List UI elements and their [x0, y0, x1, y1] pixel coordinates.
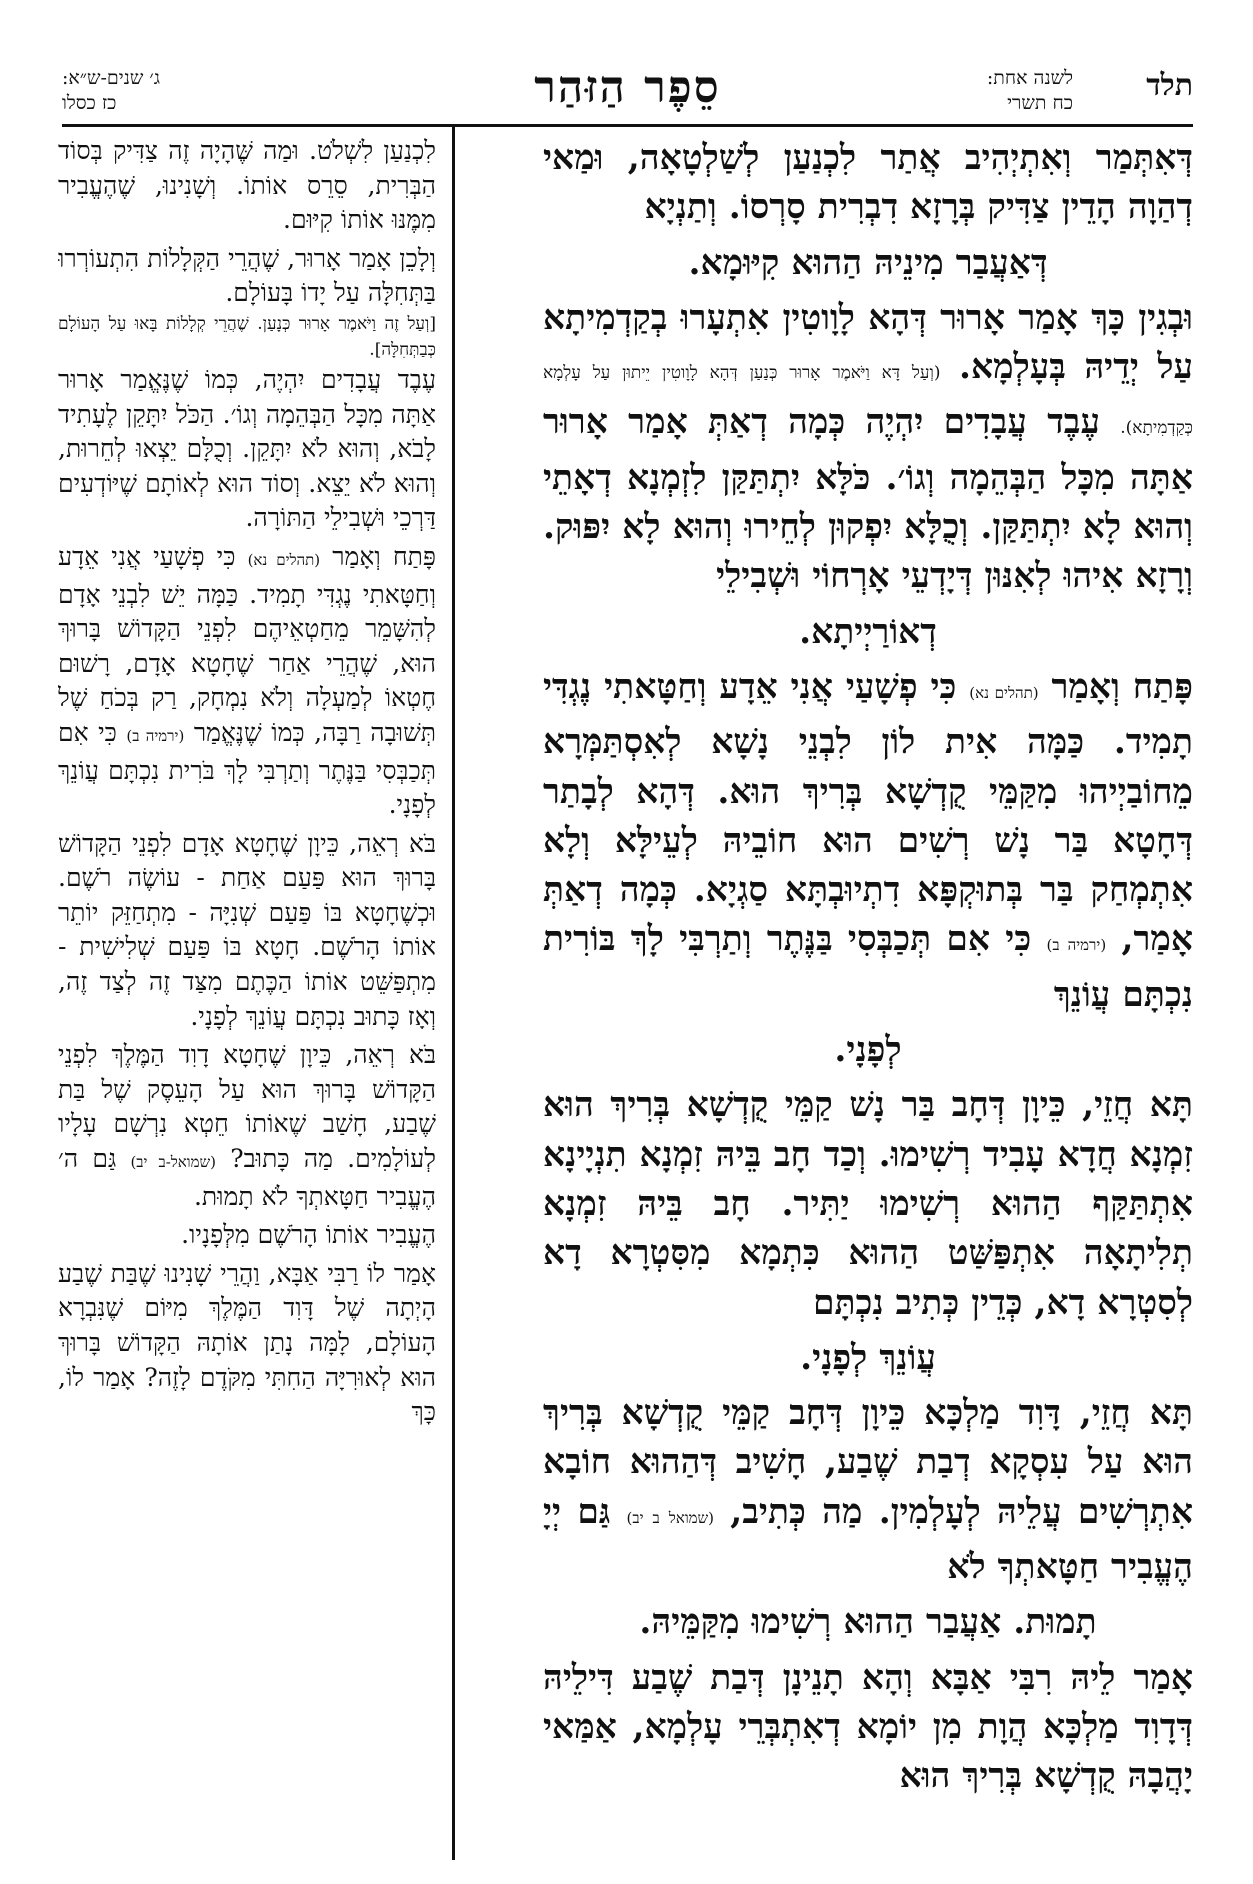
paragraph-text: בֹּא רְאֵה, כֵּיוָן שֶׁחָטָא דָוִד הַמֶּלֶךְ לִפְנֵי הַקָּדוֹשׁ בָּרוּךְ הוּא עַל הָעֵסֶק שֶׁל בַּת שֶׁבַע, חָשַׁב שֶׁאוֹתוֹ חֵטְא נִרְשָׁם עָלָיו לְעוֹלָמִים. מַה כָּתוּב?	[58, 1040, 436, 1174]
paragraph	[543, 1389, 1193, 1592]
main-text-column	[543, 134, 1193, 1864]
paragraph-text: לְפָנָי.	[834, 1030, 902, 1071]
paragraph-text: דְאוֹרַיְיתָא.	[799, 611, 937, 652]
paragraph	[58, 827, 436, 1035]
paragraph-last-line	[543, 608, 1193, 657]
paragraph-last-line	[543, 1026, 1193, 1075]
paragraph-text: עֶבֶד עֲבָדִים יִהְיֶה, כְּמוֹ שֶׁנֶּאֱמַר אָרוּר אַתָּה מִכָּל הַבְּהֵמָה וְגוֹ׳. הַכֹּל יִתָּקֵן לֶעָתִיד לָבֹא, וְהוּא לֹא יִתָּקֵן. וְכֻלָּם יֵצְאוּ לְחֵרוּת, וְהוּא לֹא יֵצֵא. וְסוֹד הוּא לְאוֹתָם שֶׁיּוֹדְעִים דַּרְכֵי וּשְׁבִילֵי הַתּוֹרָה.	[58, 364, 436, 533]
paragraph-text: עֲוֹנֵךְ לְפָנָי.	[800, 1337, 936, 1378]
paragraph	[58, 134, 436, 238]
paragraph-text: כִּי אִם תְּכַבְּסִי בַּנֶּתֶר וְתַרְבִּי לָךְ בֹּרִית נִכְתָּם עֲוֹנֵךְ לְפָנָי.	[58, 717, 436, 820]
paragraph	[543, 663, 1193, 1020]
paragraph	[58, 1218, 436, 1253]
paragraph-text: כִּי פְשָׁעַי אֲנִי אֵדָע וְחַטָּאתִי נֶגְדִּי תָמִיד. כַּמָּה אִית לוֹן לִבְנֵי נָשָׁא לְאִסְתַּמְּרָא מֵחוֹבַיְיהוּ מִקַּמֵּי קֻדְשָׁא בְּרִיךְ הוּא. דְּהָא לְבָתַר דְּחָטָא בַּר נָשׁ רְשִׁים הוּא חוֹבֵיהּ לְעֵילָּא וְלָא אִתְמְחַק בַּר בְּתוּקְפָּא דִתְיוּבְתָּא סַגְיָא. כְּמָה דְאַתְּ אָמַר,	[543, 666, 1193, 960]
column-divider	[452, 124, 455, 1860]
paragraph-text: אָמַר לֵיהּ רִבִּי אַבָּא וְהָא תָנֵינָן דְּבַת שֶׁבַע דִּילֵיהּ דְּדָוִד מַלְכָּא הֲוָת מִן יוֹמָא דְאִתְבְּרֵי עָלְמָא, אַמַּאי יָהֲבָהּ קֻדְשָׁא בְּרִיךְ הוּא	[543, 1657, 1193, 1797]
schedule-date: כז כסלו	[62, 92, 117, 114]
paragraph-text: גַּם ה׳ הֶעֱבִיר חַטָּאתְךָ לֹא תָמוּת.	[58, 1144, 436, 1211]
paragraph-text: כִּי אִם תְּכַבְּסִי בַּנֶּתֶר וְתַרְבִּי לָךְ בּוֹרִית נִכְתָּם עֲוֹנֵךְ	[543, 919, 1193, 1015]
header-divider	[62, 124, 1193, 127]
paragraph-text: תָּא חֲזֵי, כֵּיוָן דְּחָב בַּר נָשׁ קַמֵּי קֻדְשָׁא בְּרִיךְ הוּא זִמְנָא חֲדָא עָבִיד רְשִׁימוּ. וְכַד חָב בֵּיהּ זִמְנָא תִנְיָינָא אִתְתַּקַּף הַהוּא רְשִׁימוּ יַתִּיר. חָב בֵּיהּ זִמְנָא תְלִיתָאָה אִתְפַּשַּׁט הַהוּא כִּתְמָא מִסִּטְרָא דָא לְסִטְרָא דָא, כְּדֵין כְּתִיב נִכְתָּם	[543, 1085, 1193, 1323]
paragraph-text: לִכְנַעַן לִשְׁלֹט. וּמַה שֶּׁהָיָה זֶה צַדִּיק בְּסוֹד הַבְּרִית, סֵרֵס אוֹתוֹ. וְשָׁנִינוּ, שֶׁהֶעֱבִיר מִמֶּנּוּ אוֹתוֹ קִיּוּם.	[58, 136, 436, 235]
paragraph-opening: פָּתַח וְאָמַר	[332, 541, 436, 571]
paragraph-text: כִּי פְשָׁעַי אֲנִי אֵדָע וְחַטָּאתִי נֶגְדִּי תָמִיד. כַּמָּה יֵשׁ לִבְנֵי אָדָם לְהִשָּׁמֵר מֵחַטְאֵיהֶם לִפְנֵי הַקָּדוֹשׁ בָּרוּךְ הוּא, שֶׁהֲרֵי אַחַר שֶׁחָטָא אָדָם, רָשׁוּם חֶטְאוֹ לְמַעְלָה וְלֹא נִמְחָק, רַק בְּכֹחַ שֶׁל תְּשׁוּבָה רַבָּה, כְּמוֹ שֶׁנֶּאֱמַר	[58, 541, 436, 747]
paragraph-text: גַּם יְיָ הֶעֱבִיר חַטָּאתְךָ לֹא	[543, 1491, 1193, 1588]
page-number: תלד	[1146, 68, 1193, 103]
bracket-note: [וְעַל זֶה וַיֹּאמֶר אָרוּר כְּנָעַן. שֶׁהֲרֵי קְלָלוֹת בָּאוּ עַל הָעוֹלָם כְּבַתְּחִלָּה].	[58, 313, 436, 360]
paragraph	[543, 294, 1193, 602]
paragraph	[58, 1038, 436, 1214]
paragraph-text: תָמוּת. אַעֲבַר הַהוּא רְשִׁימוּ מִקַּמֵּיהּ.	[639, 1602, 1097, 1643]
scripture-reference: (תהלים נא)	[247, 550, 321, 569]
paragraph-text: אָמַר לוֹ רַבִּי אַבָּא, וַהֲרֵי שָׁנִינוּ שֶׁבַּת שֶׁבַע הָיְתָה שֶׁל דָּוִד הַמֶּלֶךְ מִיּוֹם שֶׁנִּבְרָא הָעוֹלָם, לָמָּה נָתַן אוֹתָהּ הַקָּדוֹשׁ בָּרוּךְ הוּא לְאוּרִיָּה הַחִתִּי מִקֹּדֶם לָזֶה? אָמַר לוֹ, כָּךְ	[58, 1258, 436, 1427]
scripture-reference: (ירמיה ב)	[1046, 936, 1107, 955]
paragraph-text: דְּאִתְּמַר וְאִתְיְהִיב אֲתַר לִכְנַעַן לְשַׁלְטָאָה, וּמַאי דְהַוָה הָדֵין צַדִּיק בְּרָזָא דִבְרִית סָרְסוֹ. וְתַנְיָא	[543, 138, 1193, 228]
book-title: סֵפֶר הַזּהַר	[534, 62, 721, 113]
paragraph	[543, 1654, 1193, 1802]
paragraph-text: הֶעֱבִיר אוֹתוֹ הָרֹשֶׁם מִלְּפָנָיו.	[181, 1220, 436, 1250]
paragraph-text: דְּאַעֲבַר מִינֵיהּ הַהוּא קִיּוּמָא.	[688, 242, 1048, 283]
schedule-date: כח תשרי	[1007, 92, 1073, 114]
page-header	[62, 60, 1193, 124]
translation-column	[58, 134, 436, 1864]
paragraph-last-line	[543, 1334, 1193, 1383]
paragraph	[58, 1257, 436, 1430]
paragraph	[543, 1081, 1193, 1327]
paragraph-opening: פָּתַח וְאָמַר	[1051, 666, 1193, 707]
schedule-label: לשנה אחת:	[986, 67, 1073, 89]
scripture-reference: (תהלים נא)	[969, 683, 1039, 702]
paragraph	[58, 540, 436, 823]
paragraph-text: עֶבֶד עֲבָדִים יִהְיֶה כְּמָה דְאַתְּ אָמַר אָרוּר אַתָּה מִכָּל הַבְּהֵמָה וְגוֹ׳. כֹּלָּא יִתְתַּקַּן לִזְמְנָא דְאָתֵי וְהוּא לָא יִתְתַּקַּן. וְכֻלָּא יִפְקוּן לְחֵירוּ וְהוּא לָא יִפּוּק. וְרָזָא אִיהוּ לְאִנּוּן דְּיָדְעֵי אָרְחוֹי וּשְׁבִילֵי	[543, 402, 1193, 597]
paragraph-text: וְלָכֵן אָמַר אָרוּר, שֶׁהֲרֵי הַקְּלָלוֹת הִתְעוֹרְרוּ בַּתְּחִלָּה עַל יָדוֹ בָּעוֹלָם.	[58, 243, 436, 308]
bracket-note: (וְעַל דָּא וַיֹּאמֶר אָרוּר כְּנַעַן דְּהָא לָוָוטִין יֵיתוּן עַל עָלְמָא כְּקַדְמִיתָא).	[543, 363, 1193, 439]
paragraph	[58, 242, 436, 536]
schedule-label: ג׳ שנים-ש״א:	[62, 67, 161, 89]
scripture-reference: (שמואל ב יב)	[626, 1508, 715, 1527]
scripture-reference: (שמואל-ב יב)	[130, 1153, 216, 1172]
reading-schedule-left	[62, 66, 342, 116]
paragraph	[543, 134, 1193, 233]
paragraph-text: בֹּא רְאֵה, כֵּיוָן שֶׁחָטָא אָדָם לִפְנֵי הַקָּדוֹשׁ בָּרוּךְ הוּא פַּעַם אַחַת - עוֹשֶׂה רֹשֶׁם. וּכְשֶׁחָטָא בּוֹ פַּעַם שְׁנִיָּה - מִתְחַזֵּק יוֹתֵר אוֹתוֹ הָרֹשֶׁם. חָטָא בּוֹ פַּעַם שְׁלִישִׁית - מִתְפַּשֵּׁט אוֹתוֹ הַכֶּתֶם מִצַּד זֶה לְצַד זֶה, וְאָז כָּתוּב נִכְתָּם עֲוֹנֵךְ לְפָנָי.	[58, 828, 436, 1031]
paragraph-text: תָּא חֲזֵי, דָּוִד מַלְכָּא כֵּיוָן דְּחָב קַמֵּי קֻדְשָׁא בְּרִיךְ הוּא עַל עִסְקָא דְבַת שֶׁבַע, חָשִׁיב דְּהַהוּא חוֹבָא אִתְרְשִׁים עֲלֵיהּ לְעָלְמִין. מַה כְּתִיב,	[543, 1393, 1193, 1532]
paragraph-last-line	[543, 239, 1193, 288]
paragraph-text: וּבְגִין כָּךְ אָמַר אָרוּר דְּהָא לָוָוטִין אִתְעָרוּ בְקַדְמִיתָא עַל יְדֵיהּ בְּעָלְמָא.	[543, 297, 1193, 388]
scripture-reference: (ירמיה ב)	[126, 726, 185, 745]
paragraph-last-line	[543, 1598, 1193, 1647]
